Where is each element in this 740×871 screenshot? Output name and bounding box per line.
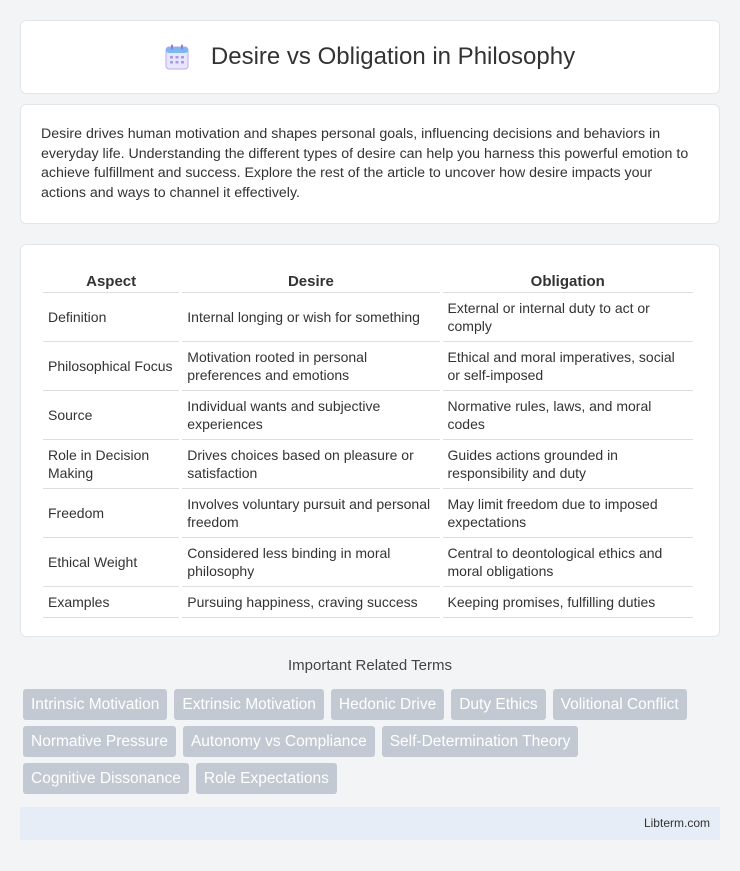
table-cell: Examples (43, 587, 179, 618)
table-cell: Drives choices based on pleasure or satisfaction (182, 440, 439, 489)
related-terms-list (23, 689, 723, 800)
table-row (43, 538, 693, 587)
page-title: Desire vs Obligation in Philosophy (210, 43, 576, 70)
table-cell: Pursuing happiness, craving success (182, 587, 439, 618)
related-term-tag[interactable]: Hedonic Drive (331, 689, 444, 720)
table-header-row (43, 263, 693, 293)
comparison-table (40, 263, 696, 618)
calendar-icon (165, 44, 189, 70)
table-cell: Source (43, 391, 179, 440)
related-term-tag[interactable]: Extrinsic Motivation (174, 689, 324, 720)
related-term-tag[interactable]: Self-Determination Theory (382, 726, 579, 757)
header-obligation: Obligation (443, 263, 693, 293)
table-row (43, 391, 693, 440)
table-cell: Individual wants and subjective experiences (182, 391, 439, 440)
table-row (43, 489, 693, 538)
footer-brand-link[interactable]: Libterm.com (643, 816, 710, 830)
related-term-tag[interactable]: Normative Pressure (23, 726, 176, 757)
table-cell: Role in Decision Making (43, 440, 179, 489)
table-row (43, 587, 693, 618)
table-cell: Definition (43, 293, 179, 342)
header-desire: Desire (182, 263, 439, 293)
table-cell: External or internal duty to act or comply (443, 293, 693, 342)
table-cell: Ethical Weight (43, 538, 179, 587)
comparison-table-card (20, 244, 720, 637)
footer (20, 807, 720, 840)
table-cell: Motivation rooted in personal preferences and emotions (182, 342, 439, 391)
table-cell: Involves voluntary pursuit and personal freedom (182, 489, 439, 538)
table-cell: Guides actions grounded in responsibility and duty (443, 440, 693, 489)
related-term-tag[interactable]: Duty Ethics (451, 689, 545, 720)
table-cell: Central to deontological ethics and moral obligations (443, 538, 693, 587)
table-cell: Internal longing or wish for something (182, 293, 439, 342)
table-row (43, 440, 693, 489)
table-cell: Ethical and moral imperatives, social or self-imposed (443, 342, 693, 391)
table-cell: Philosophical Focus (43, 342, 179, 391)
intro-card (20, 104, 720, 224)
intro-paragraph: Desire drives human motivation and shapes personal goals, influencing decisions and behaviors in everyday life. Understanding the different types of desire can help you harness this powerful emotion to achieve fulfillment and success. Explore the rest of the article to uncover how desire impacts your actions and ways to channel it effectively. (41, 126, 689, 201)
table-cell: Normative rules, laws, and moral codes (443, 391, 693, 440)
header-aspect: Aspect (43, 263, 179, 293)
related-term-tag[interactable]: Intrinsic Motivation (23, 689, 167, 720)
table-cell: Keeping promises, fulfilling duties (443, 587, 693, 618)
table-row (43, 293, 693, 342)
related-term-tag[interactable]: Volitional Conflict (553, 689, 687, 720)
related-term-tag[interactable]: Role Expectations (196, 763, 337, 794)
table-row (43, 342, 693, 391)
related-term-tag[interactable]: Cognitive Dissonance (23, 763, 189, 794)
title-card (20, 20, 720, 94)
related-terms-heading: Important Related Terms (288, 657, 452, 674)
table-cell: Considered less binding in moral philosophy (182, 538, 439, 587)
table-cell: Freedom (43, 489, 179, 538)
related-term-tag[interactable]: Autonomy vs Compliance (183, 726, 375, 757)
table-cell: May limit freedom due to imposed expectations (443, 489, 693, 538)
